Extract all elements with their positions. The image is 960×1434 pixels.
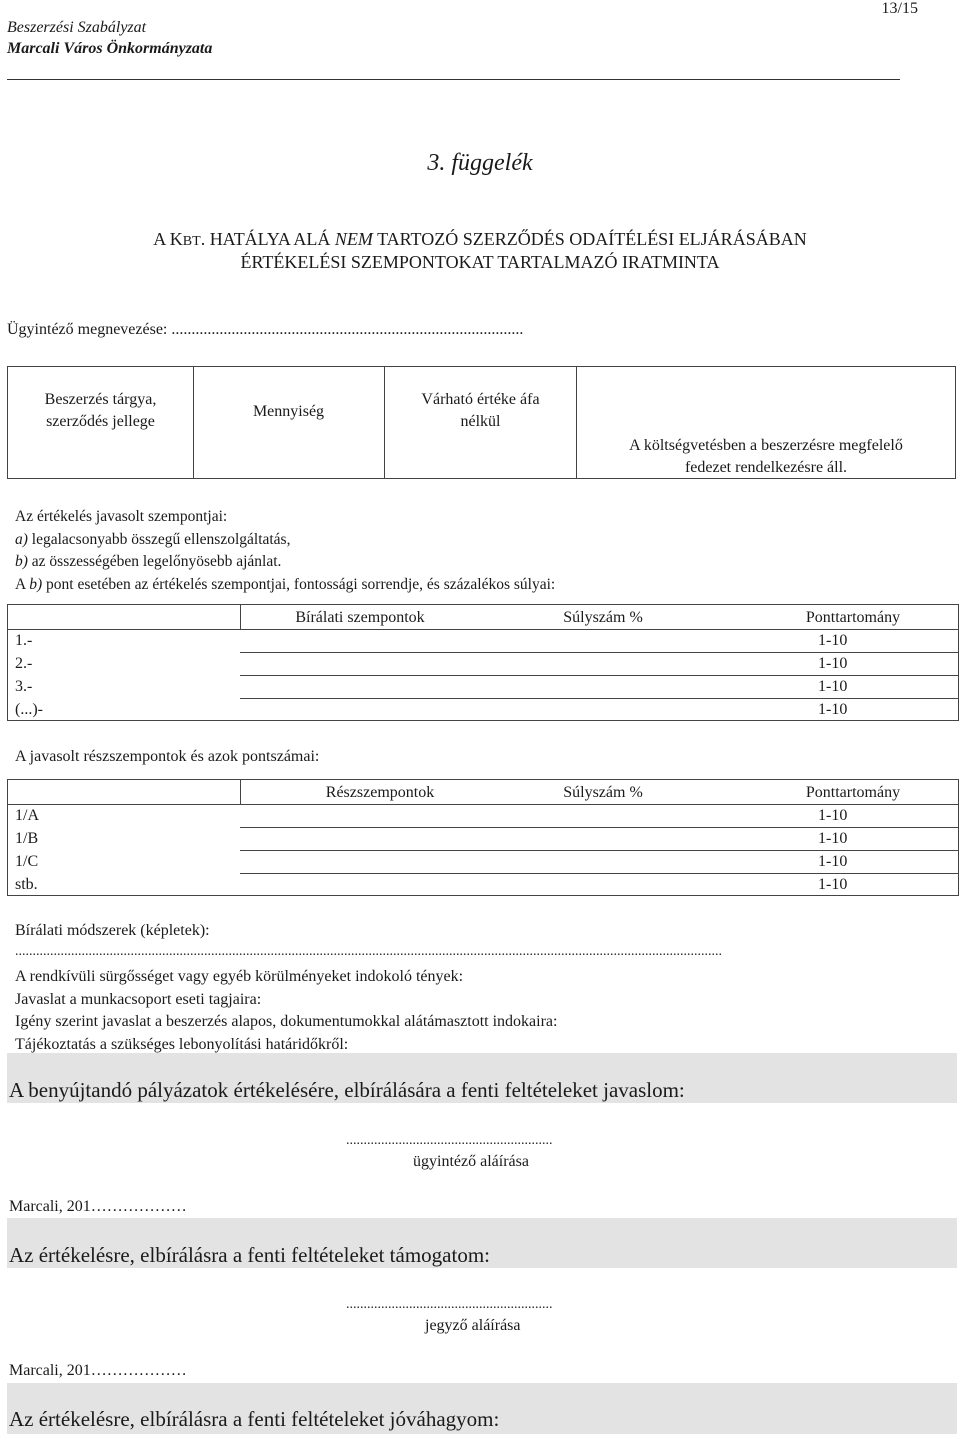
row-range: 1-10 xyxy=(818,632,848,649)
subcriteria-label: A javasolt részszempontok és azok pontszámai: xyxy=(15,748,320,765)
criteria-intro: Az értékelés javasolt szempontjai: xyxy=(15,508,228,525)
header-divider xyxy=(7,79,900,80)
quantity-cell[interactable] xyxy=(193,366,385,479)
table-row[interactable] xyxy=(8,699,958,722)
subcriteria-table xyxy=(7,779,959,896)
criteria-weights-note: A b) pont esetében az értékelés szempontjai, fontossági sorrendje, és százalékos súlyai: xyxy=(15,575,556,593)
column-header: Ponttartomány xyxy=(805,784,901,801)
justification-lines xyxy=(15,966,557,1056)
row-range: 1-10 xyxy=(818,655,848,672)
form-title-line2: ÉRTÉKELÉSI SZEMPONTOKAT TARTALMAZÓ IRATMINTA xyxy=(240,252,720,272)
methods-dotted-line[interactable]: .......................................................................................................................................................................................................... xyxy=(15,944,722,959)
justification-line[interactable]: Igény szerint javaslat a beszerzés alapos, dokumentumokkal alátámasztott indokaira: xyxy=(15,1013,558,1030)
row-id: 3.- xyxy=(15,678,33,695)
row-range: 1-10 xyxy=(818,830,848,847)
quantity-header: Mennyiség xyxy=(252,403,325,420)
subject-cell[interactable] xyxy=(7,366,194,479)
row-range: 1-10 xyxy=(818,678,848,695)
row-range: 1-10 xyxy=(818,701,848,718)
value-header: Várható értéke áfa nélkül xyxy=(421,391,540,430)
row-id: 1/C xyxy=(15,853,39,870)
table-row[interactable] xyxy=(8,828,958,851)
column-header: Súlyszám % xyxy=(563,784,643,801)
signature1-dots[interactable]: ........................................................... xyxy=(346,1133,553,1148)
row-range: 1-10 xyxy=(818,876,848,893)
signature2-dots[interactable]: ........................................................... xyxy=(346,1297,553,1312)
subject-header: Beszerzés tárgya, szerződés jellege xyxy=(44,391,157,430)
subcriteria-table-header xyxy=(8,782,958,805)
budget-cell xyxy=(577,366,956,479)
team-members-line[interactable]: Javaslat a munkacsoport eseti tagjaira: xyxy=(15,990,262,1008)
criteria-table-header xyxy=(8,607,958,630)
urgency-line[interactable]: A rendkívüli sürgősséget vagy egyéb körülményeket indokoló tények: xyxy=(15,968,464,985)
table-row[interactable] xyxy=(8,805,958,828)
row-range: 1-10 xyxy=(818,807,848,824)
criteria-a: a) legalacsonyabb összegű ellenszolgáltatás, xyxy=(15,530,291,548)
row-id: 1.- xyxy=(15,632,33,649)
criteria-b: b) az összességében legelőnyösebb ajánlat. xyxy=(15,553,282,570)
budget-note: A költségvetésben a beszerzésre megfelelő fedezet rendelkezésre áll. xyxy=(629,437,903,476)
proposal-text: A benyújtandó pályázatok értékelésére, elbírálására a fenti feltételeket javaslom: xyxy=(9,1078,685,1102)
document-title: Beszerzési Szabályzat xyxy=(7,19,147,36)
row-id: stb. xyxy=(15,876,38,893)
table-row[interactable] xyxy=(8,676,958,699)
column-header: Ponttartomány xyxy=(805,609,901,626)
column-header: Részszempontok xyxy=(325,784,435,801)
organization-name: Marcali Város Önkormányzata xyxy=(7,40,213,57)
table-row[interactable] xyxy=(8,653,958,676)
row-id: 1/A xyxy=(15,807,39,824)
form-title-line1: A KBT. HATÁLYA ALÁ NEM TARTOZÓ SZERZŐDÉS ODAÍTÉLÉSI ELJÁRÁSÁBAN xyxy=(153,229,807,249)
approve-text: Az értékelésre, elbírálásra a fenti feltételeket jóváhagyom: xyxy=(9,1407,500,1431)
page-number: 13/15 xyxy=(881,0,918,17)
table-row[interactable] xyxy=(8,874,958,897)
handler-field[interactable]: Ügyintéző megnevezése: ........................................................................................ xyxy=(7,321,524,338)
signature2-label: jegyző aláírása xyxy=(425,1317,521,1334)
row-range: 1-10 xyxy=(818,853,848,870)
table-row[interactable] xyxy=(8,630,958,653)
signature1-label: ügyintéző aláírása xyxy=(413,1153,529,1170)
table-row[interactable] xyxy=(8,851,958,874)
row-id: (...)- xyxy=(15,701,43,718)
criteria-table xyxy=(7,604,959,721)
place-date-1[interactable]: Marcali, 201……………… xyxy=(9,1198,187,1215)
criteria-section xyxy=(15,506,555,596)
deadlines-line[interactable]: Tájékoztatás a szükséges lebonyolítási határidőkről: xyxy=(15,1035,349,1053)
appendix-title: 3. függelék xyxy=(427,150,533,176)
procurement-table xyxy=(7,366,957,479)
column-header: Bírálati szempontok xyxy=(295,609,425,626)
value-cell[interactable] xyxy=(385,366,577,479)
support-text: Az értékelésre, elbírálásra a fenti feltételeket támogatom: xyxy=(9,1243,491,1267)
methods-label: Bírálati módszerek (képletek): xyxy=(15,922,210,939)
row-id: 2.- xyxy=(15,655,33,672)
column-header: Súlyszám % xyxy=(563,609,643,626)
place-date-2[interactable]: Marcali, 201……………… xyxy=(9,1362,187,1379)
row-id: 1/B xyxy=(15,830,39,847)
